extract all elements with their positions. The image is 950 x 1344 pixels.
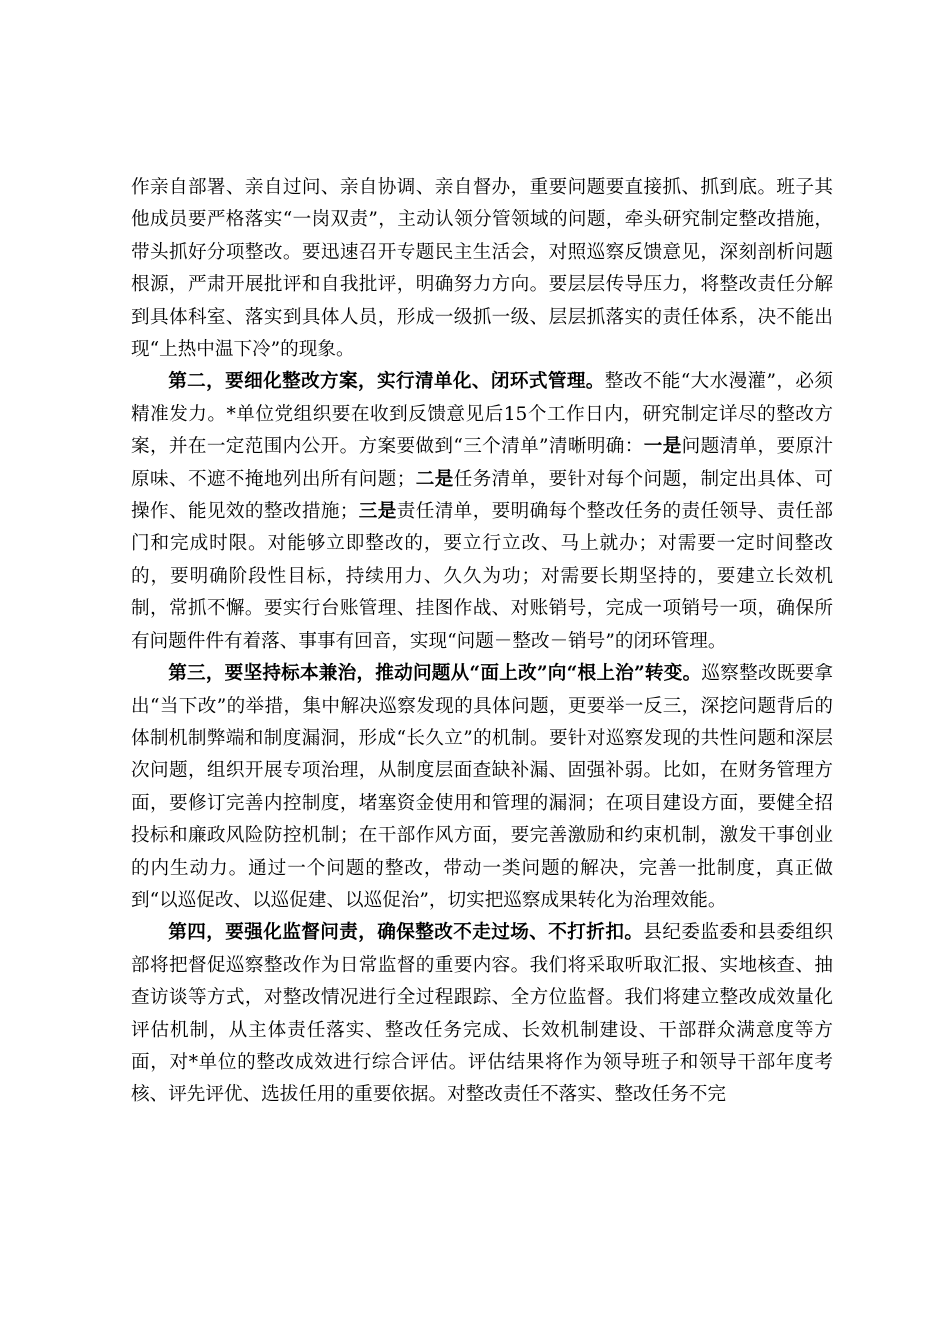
paragraph-continuation	[131, 172, 833, 366]
paragraph-text: 县纪委监委和县委组织部将把督促巡察整改作为日常监督的重要内容。我们将采取听取汇报、实地核查、抽查访谈等方式，对整改情况进行全过程跟踪、全方位监督。我们将建立整改成效量化评估机制，从主体责任落实、整改任务完成、长效机制建设、干部群众满意度等方面，对*单位的整改成效进行综合评估。评估结果将作为领导班子和领导干部年度考核、评先评优、选拔任用的重要依据。对整改责任不落实、整改任务不完	[131, 922, 833, 1106]
paragraph-text: 整改不能“大水漫灌”，必须精准发力。*单位党组织要在收到反馈意见后15个工作日内，研究制定详尽的整改方案，并在一定范围内公开。方案要做到“三个清单”清晰明确：	[131, 371, 833, 458]
list-marker-second: 二是	[415, 468, 454, 490]
document-page	[131, 172, 833, 1112]
paragraph-text: 任务清单，要针对每个问题，制定出具体、可操作、能见效的整改措施；	[131, 468, 833, 523]
paragraph-text: 作亲自部署、亲自过问、亲自协调、亲自督办，重要问题要直接抓、抓到底。班子其他成员要严格落实“一岗双责”，主动认领分管领域的问题，牵头研究制定整改措施，带头抓好分项整改。要迅速召开专题民主生活会，对照巡察反馈意见，深刻剖析问题根源，严肃开展批评和自我批评，明确努力方向。要层层传导压力，将整改责任分解到具体科室、落实到具体人员，形成一级抓一级、层层抓落实的责任体系，决不能出现“上热中温下冷”的现象。	[131, 177, 833, 361]
paragraph-fourth-point	[131, 917, 833, 1111]
paragraph-text: 巡察整改既要拿出“当下改”的举措，集中解决巡察发现的具体问题，更要举一反三，深挖问题背后的体制机制弊端和制度漏洞，形成“长久立”的机制。要针对巡察发现的共性问题和深层次问题，组织开展专项治理，从制度层面查缺补漏、固强补弱。比如，在财务管理方面，要修订完善内控制度，堵塞资金使用和管理的漏洞；在项目建设方面，要健全招投标和廉政风险防控机制；在干部作风方面，要完善激励和约束机制，激发干事创业的内生动力。通过一个问题的整改，带动一类问题的解决，完善一批制度，真正做到“以巡促改、以巡促建、以巡促治”，切实把巡察成果转化为治理效能。	[131, 663, 833, 911]
list-marker-third: 三是	[358, 501, 397, 523]
paragraph-text: 责任清单，要明确每个整改任务的责任领导、责任部门和完成时限。对能够立即整改的，要立行立改、马上就办；对需要一定时间整改的，要明确阶段性目标，持续用力、久久为功；对需要长期坚持的，要建立长效机制，常抓不懈。要实行台账管理、挂图作战、对账销号，完成一项销号一项，确保所有问题件件有着落、事事有回音，实现“问题－整改－销号”的闭环管理。	[131, 501, 833, 652]
paragraph-heading: 第四，要强化监督问责，确保整改不走过场、不打折扣。	[168, 922, 644, 944]
paragraph-heading: 第三，要坚持标本兼治，推动问题从“面上改”向“根上治”转变。	[168, 663, 702, 685]
paragraph-second-point	[131, 366, 833, 658]
list-marker-first: 一是	[643, 436, 682, 458]
paragraph-heading: 第二，要细化整改方案，实行清单化、闭环式管理。	[168, 371, 605, 393]
paragraph-text: 问题清单，要原汁原味、不遮不掩地列出所有问题；	[131, 436, 833, 490]
paragraph-third-point	[131, 658, 833, 917]
